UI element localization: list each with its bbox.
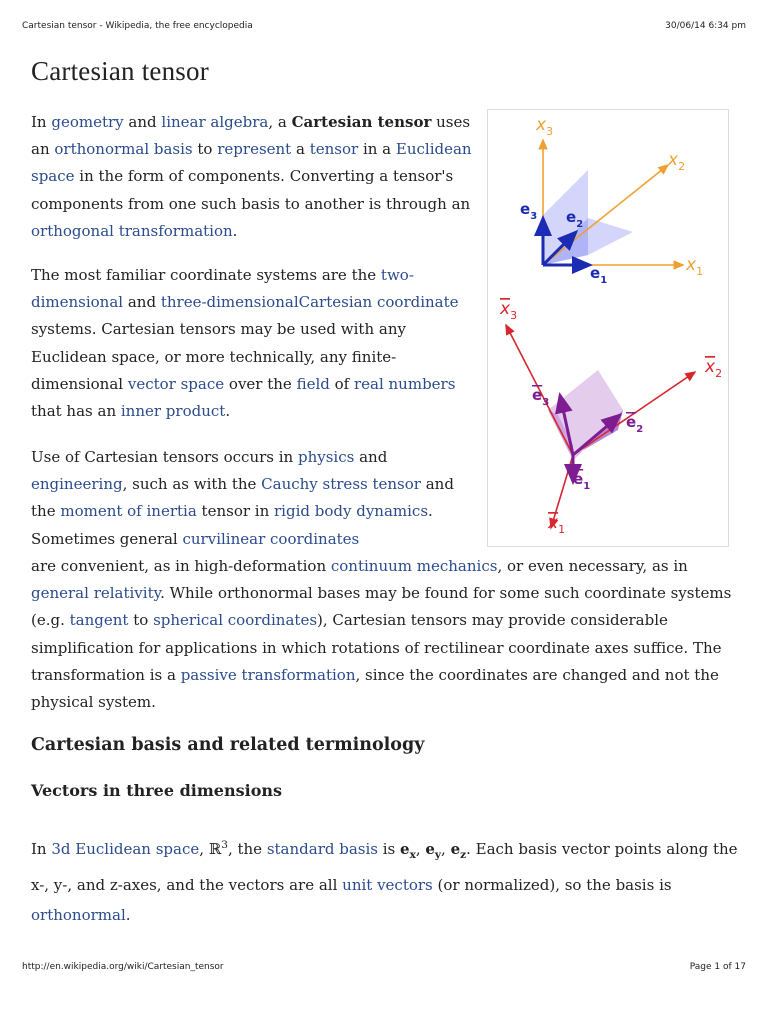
link-tensor[interactable]: tensor xyxy=(309,140,359,159)
basis-vector-ex: $e_x$ xyxy=(400,840,416,861)
link-two-dimensional[interactable]: two-dimensional xyxy=(31,266,414,312)
coordinate-systems-paragraph: The most familiar coordinate systems are the two-dimensional and three-dimensionalCartesian coordinate systems. Cartesian tensors may be used with any Euclidean space, or more technically, any finite-dimensional vector space over the field of real numbers that has an inner product. xyxy=(31,266,459,421)
footer-url: http://en.wikipedia.org/wiki/Cartesian_tensor xyxy=(22,962,224,972)
link-general-relativity[interactable]: general relativity xyxy=(31,584,161,603)
label-x1-bar: $x_1$ xyxy=(548,513,566,536)
link-orthogonal-transformation[interactable]: orthogonal transformation xyxy=(31,221,233,240)
link-vector-space[interactable]: vector space xyxy=(127,374,225,393)
link-tangent[interactable]: tangent xyxy=(69,611,129,630)
rotated-frame-diagram xyxy=(499,299,722,536)
header-page-title: Cartesian tensor - Wikipedia, the free encyclopedia xyxy=(22,21,253,31)
link-spherical-coordinates[interactable]: spherical coordinates xyxy=(153,611,318,630)
label-x2-bar: $x_2$ xyxy=(705,357,723,380)
print-footer xyxy=(22,962,746,972)
label-e1: $e_1$ xyxy=(590,264,608,286)
link-engineering[interactable]: engineering xyxy=(31,475,123,494)
label-e1-bar: $e_1$ xyxy=(573,470,591,492)
standard-frame-diagram xyxy=(520,115,703,286)
link-inner-product[interactable]: inner product xyxy=(120,402,226,421)
link-linear-algebra[interactable]: linear algebra xyxy=(161,113,269,131)
coordinate-transformation-figure xyxy=(487,109,729,547)
label-x2: $x_2$ xyxy=(668,150,686,173)
link-orthonormal-basis[interactable]: orthonormal basis xyxy=(54,140,193,159)
label-e2-bar: $e_2$ xyxy=(626,413,644,435)
term-cartesian-tensor: Cartesian tensor xyxy=(291,113,432,131)
real-numbers-symbol: ℝ$^3$ xyxy=(208,839,228,858)
link-real-numbers[interactable]: real numbers xyxy=(353,374,456,393)
basis-vector-ey: $e_y$ xyxy=(425,840,442,861)
label-e2: $e_2$ xyxy=(566,208,584,230)
usage-paragraph: Use of Cartesian tensors occurs in physics and engineering, such as with the Cauchy stress tensor and the moment of inertia tensor in rigid body dynamics. Sometimes general curvilinear coordinates xyxy=(31,448,454,548)
link-standard-basis[interactable]: standard basis xyxy=(266,840,378,858)
link-orthonormal[interactable]: orthonormal xyxy=(31,906,126,924)
label-e3: $e_3$ xyxy=(520,200,538,222)
print-header xyxy=(22,21,746,31)
link-represent[interactable]: represent xyxy=(217,140,292,159)
link-euclidean-space[interactable]: Euclidean space xyxy=(31,140,472,186)
link-continuum-mechanics[interactable]: continuum mechanics xyxy=(330,557,498,575)
subsection-heading-vectors: Vectors in three dimensions xyxy=(31,781,283,800)
link-curvilinear-coordinates[interactable]: curvilinear coordinates xyxy=(182,529,360,548)
link-unit-vectors[interactable]: unit vectors xyxy=(342,876,433,894)
vectors-paragraph: In 3d Euclidean space, ℝ$^3$, the standard basis is $e_x$, $e_y$, $e_z$. Each basis vector points along the x-, y-, and z-axes, and the vectors are all unit vectors (or normalized), so the basis is orthonormal. xyxy=(31,839,738,924)
link-geometry[interactable]: geometry xyxy=(51,113,124,131)
basis-vector-ez: $e_z$ xyxy=(450,840,467,861)
intro-paragraph: In geometry and linear algebra, a Cartesian tensor uses an orthonormal basis to represent a tensor in a Euclidean space in the form of components. Converting a tensor's components from one such basis to another is through an orthogonal transformation. xyxy=(31,113,472,240)
link-passive-transformation[interactable]: passive transformation xyxy=(180,665,356,684)
link-3d-euclidean-space[interactable]: 3d Euclidean space xyxy=(51,840,200,858)
link-three-dimensional[interactable]: three-dimensional xyxy=(160,293,299,312)
header-timestamp: 30/06/14 6:34 pm xyxy=(665,21,746,31)
label-x1: $x_1$ xyxy=(686,255,704,278)
label-e3-bar: $e_3$ xyxy=(532,386,550,408)
footer-page-number: Page 1 of 17 xyxy=(689,962,746,972)
usage-paragraph-continued: are convenient, as in high-deformation continuum mechanics, or even necessary, as in general relativity. While orthonormal bases may be found for some such coordinate systems (e.g. tangent to spherical coordinates), Cartesian tensors may provide considerable simplification for applications in which rotations of rectilinear coordinate axes suffice. The transformation is a passive transformation, since the coordinates are changed and not the physical system. xyxy=(31,557,732,712)
label-x3-bar: $x_3$ xyxy=(500,299,518,322)
basis-diagram xyxy=(488,110,728,546)
label-x3: $x_3$ xyxy=(536,115,554,138)
link-cartesian-coordinate[interactable]: Cartesian coordinate xyxy=(298,293,459,312)
link-moment-of-inertia[interactable]: moment of inertia xyxy=(60,502,197,521)
link-field[interactable]: field xyxy=(296,374,330,393)
link-cauchy-stress-tensor[interactable]: Cauchy stress tensor xyxy=(261,475,421,494)
link-physics[interactable]: physics xyxy=(297,448,355,466)
section-heading-cartesian-basis: Cartesian basis and related terminology xyxy=(31,735,425,755)
page-title: Cartesian tensor xyxy=(31,56,209,86)
link-rigid-body-dynamics[interactable]: rigid body dynamics xyxy=(274,502,429,521)
